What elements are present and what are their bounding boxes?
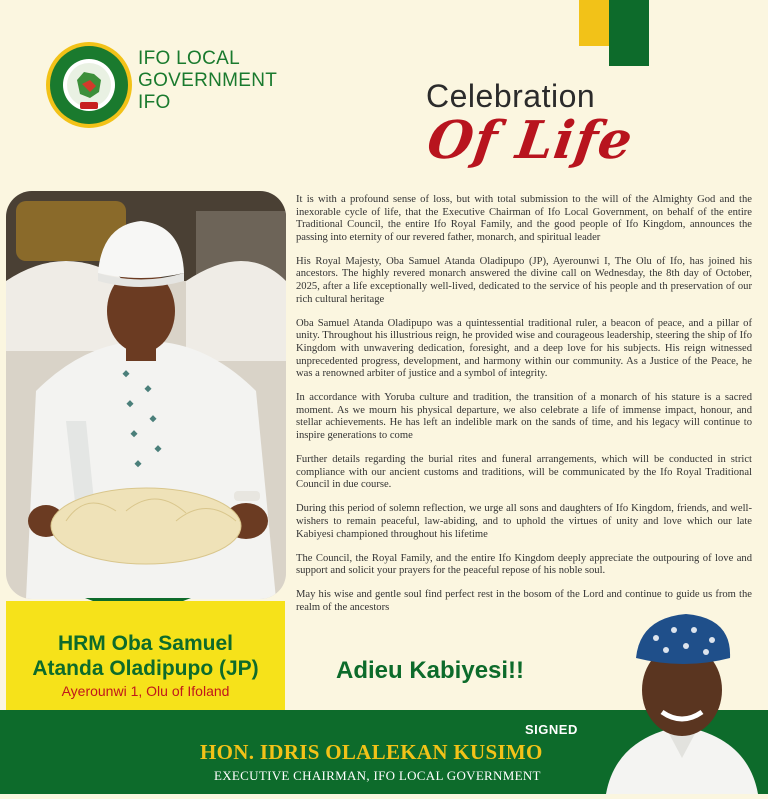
monarch-name-line-1: HRM Oba Samuel [57,632,234,655]
monarch-photo [6,191,286,599]
paragraph: The Council, the Royal Family, and the entire Ifo Kingdom deeply appreciate the outpouring of love and support and solicit your prayers for the peaceful repose of his noble soul. [296,552,752,577]
title-celebration: Celebration [426,78,596,114]
signer-name: HON. IDRIS OLALEKAN KUSIMO [200,740,543,764]
monarch-name [6,631,285,681]
decorative-green-bar [609,0,649,66]
signer-role: EXECUTIVE CHAIRMAN, IFO LOCAL GOVERNMENT [214,768,541,783]
paragraph: During this period of solemn reflection, we urge all sons and daughters of Ifo Kingdom, friends, and well-wishers to remain peaceful, law-abiding, and to uphold the virtues of unity and love which our late Kabiyesi championed throughout his lifetime [296,503,752,540]
organization-name-line-1: IFO LOCAL [138,48,240,69]
paragraph: May his wise and gentle soul find perfect rest in the bosom of the Lord and continue to guide us from the realm of the ancestors [296,589,752,613]
monarch-name-line-2: Atanda Oladipupo (JP) [32,657,259,680]
paragraph: Oba Samuel Atanda Oladipupo was a quintessential traditional ruler, a beacon of peace, and a pillar of unity. Throughout his illustrious reign, he provided wise and courageous leadership, steering the ship of Ifo Kingdom with unwavering dedication, foresight, and a deep love for his subjects. His reign witnessed unprecedented progress, development, and harmony within our community. As a Justice of the Peace, he was a renowned arbiter of justice and a symbol of integrity. [296,317,752,380]
paragraph: His Royal Majesty, Oba Samuel Atanda Oladipupo (JP), Ayerounwi I, The Olu of Ifo, has joined his ancestors. The highly revered monarch answered the divine call on Wednesday, the 8th day of October, 2025, after a life exceptionally well-lived, dedicated to the service of his people and th preservation of our rich cultural heritage [296,255,752,305]
title-of-life: Of Life [423,110,637,171]
signed-label: SIGNED [525,722,578,737]
chairman-photo [596,608,768,794]
paragraph: Further details regarding the burial rites and funeral arrangements, which will be conducted in strict compliance with our ancient customs and traditions, will be communicated by the Ifo Royal Traditional Council in due course. [296,454,752,491]
announcement-body [296,194,752,626]
farewell-text: Adieu Kabiyesi!! [336,657,525,684]
monarch-name-box [6,601,285,717]
paragraph: It is with a profound sense of loss, but with total submission to the will of the Almighty God and the inexorable cycle of life, that the Executive Chairman of Ifo Local Government, on behalf of the entire Traditional Council, the entire Ifo Royal Family, and the good people of Ifo Kingdom, announces the passing into eternity of our revered father, monarch, and spiritual leader [296,194,752,243]
organization-name-line-3: IFO [138,92,171,113]
paragraph: In accordance with Yoruba culture and tradition, the transition of a monarch of his stature is a sacred moment. As we mourn his physical departure, we also celebrate a life of immense impact, honour, and stellar achievements. He has left an indelible mark on the sands of time, and his legacy will continue to inspire generations to come [296,392,752,441]
decorative-yellow-bar [579,0,609,46]
ifo-local-government-logo [44,40,134,130]
organization-name-line-2: GOVERNMENT [138,70,278,91]
monarch-title: Ayerounwi 1, Olu of Ifoland [61,683,230,699]
organization-name [138,48,277,114]
